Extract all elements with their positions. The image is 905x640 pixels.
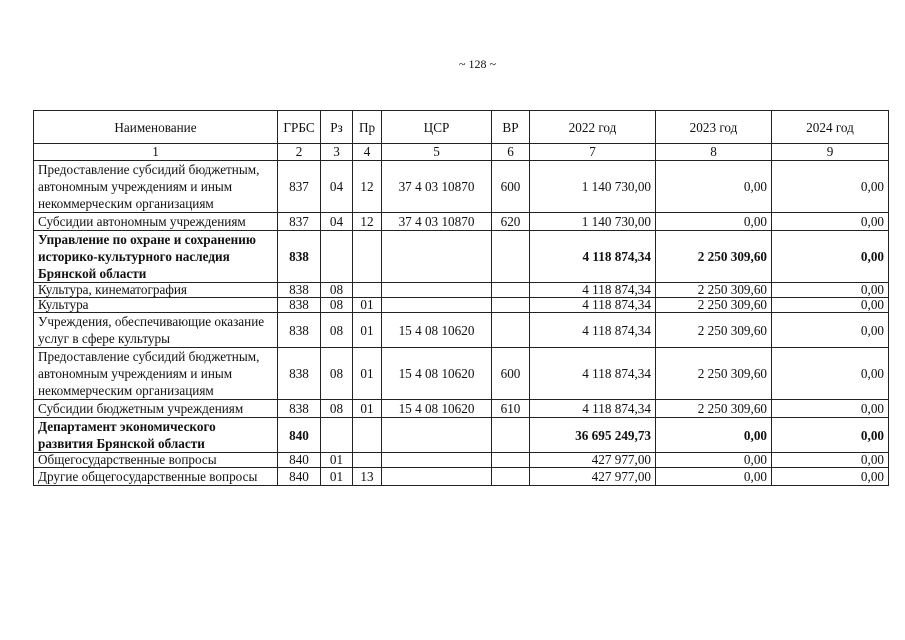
- row-name: Культура: [34, 298, 278, 313]
- row-pr: 13: [353, 468, 382, 486]
- row-2024: 0,00: [772, 348, 889, 400]
- row-rz: 08: [321, 400, 353, 418]
- row-rz: [321, 231, 353, 283]
- col-header-csr: ЦСР: [382, 111, 492, 144]
- row-csr: 15 4 08 10620: [382, 400, 492, 418]
- row-pr: 01: [353, 348, 382, 400]
- row-2022: 427 977,00: [530, 468, 656, 486]
- col-header-2022: 2022 год: [530, 111, 656, 144]
- row-2022: 1 140 730,00: [530, 213, 656, 231]
- row-pr: [353, 418, 382, 453]
- row-2023: 2 250 309,60: [656, 283, 772, 298]
- col-header-vr: ВР: [492, 111, 530, 144]
- row-2024: 0,00: [772, 283, 889, 298]
- row-rz: 08: [321, 313, 353, 348]
- col-header-2023: 2023 год: [656, 111, 772, 144]
- col-header-grbs: ГРБС: [278, 111, 321, 144]
- row-rz: 08: [321, 283, 353, 298]
- row-grbs: 838: [278, 348, 321, 400]
- row-2022: 427 977,00: [530, 453, 656, 468]
- budget-table: [33, 110, 889, 486]
- row-csr: [382, 283, 492, 298]
- col-number: 5: [382, 144, 492, 161]
- col-number: 2: [278, 144, 321, 161]
- row-2022: 4 118 874,34: [530, 313, 656, 348]
- table-header-row: [34, 111, 889, 144]
- row-2023: 2 250 309,60: [656, 400, 772, 418]
- row-csr: [382, 298, 492, 313]
- table-row: [34, 161, 889, 213]
- row-grbs: 840: [278, 418, 321, 453]
- row-2023: 0,00: [656, 453, 772, 468]
- row-rz: [321, 418, 353, 453]
- row-2024: 0,00: [772, 418, 889, 453]
- row-2022: 36 695 249,73: [530, 418, 656, 453]
- row-2023: 2 250 309,60: [656, 348, 772, 400]
- table-row: [34, 400, 889, 418]
- row-name: Управление по охране и сохранению историко-культурного наследия Брянской области: [34, 231, 278, 283]
- col-header-pr: Пр: [353, 111, 382, 144]
- row-vr: 610: [492, 400, 530, 418]
- row-vr: [492, 418, 530, 453]
- row-2023: 0,00: [656, 418, 772, 453]
- table-row: [34, 298, 889, 313]
- row-2022: 4 118 874,34: [530, 298, 656, 313]
- row-name: Другие общегосударственные вопросы: [34, 468, 278, 486]
- col-number: 6: [492, 144, 530, 161]
- row-pr: [353, 283, 382, 298]
- row-csr: [382, 468, 492, 486]
- row-vr: 600: [492, 161, 530, 213]
- table-row: [34, 213, 889, 231]
- row-grbs: 837: [278, 161, 321, 213]
- row-csr: 15 4 08 10620: [382, 348, 492, 400]
- row-pr: 01: [353, 400, 382, 418]
- row-grbs: 837: [278, 213, 321, 231]
- table-row: [34, 313, 889, 348]
- row-csr: 15 4 08 10620: [382, 313, 492, 348]
- row-grbs: 840: [278, 468, 321, 486]
- row-vr: [492, 231, 530, 283]
- row-2024: 0,00: [772, 213, 889, 231]
- row-csr: 37 4 03 10870: [382, 161, 492, 213]
- row-2022: 4 118 874,34: [530, 348, 656, 400]
- row-grbs: 838: [278, 400, 321, 418]
- col-header-2024: 2024 год: [772, 111, 889, 144]
- col-number: 3: [321, 144, 353, 161]
- col-number: 8: [656, 144, 772, 161]
- row-name: Общегосударственные вопросы: [34, 453, 278, 468]
- row-vr: [492, 283, 530, 298]
- row-csr: [382, 418, 492, 453]
- row-2024: 0,00: [772, 231, 889, 283]
- row-pr: [353, 453, 382, 468]
- row-csr: [382, 231, 492, 283]
- row-pr: 12: [353, 213, 382, 231]
- row-vr: [492, 313, 530, 348]
- row-2023: 2 250 309,60: [656, 313, 772, 348]
- row-vr: [492, 453, 530, 468]
- row-name: Субсидии бюджетным учреждениям: [34, 400, 278, 418]
- row-name: Субсидии автономным учреждениям: [34, 213, 278, 231]
- row-pr: 12: [353, 161, 382, 213]
- row-csr: [382, 453, 492, 468]
- page-number: ~ 128 ~: [459, 57, 496, 71]
- table-row: [34, 283, 889, 298]
- row-csr: 37 4 03 10870: [382, 213, 492, 231]
- row-2022: 1 140 730,00: [530, 161, 656, 213]
- row-name: Учреждения, обеспечивающие оказание услуг в сфере культуры: [34, 313, 278, 348]
- column-number-row: [34, 144, 889, 161]
- row-vr: 620: [492, 213, 530, 231]
- col-number: 9: [772, 144, 889, 161]
- row-rz: 08: [321, 298, 353, 313]
- row-pr: 01: [353, 313, 382, 348]
- row-2024: 0,00: [772, 313, 889, 348]
- row-2023: 0,00: [656, 161, 772, 213]
- row-grbs: 838: [278, 283, 321, 298]
- col-header-rz: Рз: [321, 111, 353, 144]
- row-name: Предоставление субсидий бюджетным, автономным учреждениям и иным некоммерческим организациям: [34, 348, 278, 400]
- row-rz: 08: [321, 348, 353, 400]
- row-2022: 4 118 874,34: [530, 231, 656, 283]
- row-name: Культура, кинематография: [34, 283, 278, 298]
- row-vr: [492, 468, 530, 486]
- row-name: Предоставление субсидий бюджетным, автономным учреждениям и иным некоммерческим организациям: [34, 161, 278, 213]
- row-2023: 2 250 309,60: [656, 298, 772, 313]
- col-header-name: Наименование: [34, 111, 278, 144]
- row-vr: [492, 298, 530, 313]
- row-pr: 01: [353, 298, 382, 313]
- row-grbs: 840: [278, 453, 321, 468]
- table-row: [34, 348, 889, 400]
- row-2023: 2 250 309,60: [656, 231, 772, 283]
- row-2024: 0,00: [772, 400, 889, 418]
- row-rz: 01: [321, 453, 353, 468]
- row-rz: 04: [321, 213, 353, 231]
- row-2023: 0,00: [656, 213, 772, 231]
- table-row: [34, 418, 889, 453]
- row-grbs: 838: [278, 231, 321, 283]
- row-grbs: 838: [278, 298, 321, 313]
- row-rz: 04: [321, 161, 353, 213]
- row-2022: 4 118 874,34: [530, 283, 656, 298]
- col-number: 4: [353, 144, 382, 161]
- row-2024: 0,00: [772, 161, 889, 213]
- row-rz: 01: [321, 468, 353, 486]
- row-pr: [353, 231, 382, 283]
- row-2024: 0,00: [772, 468, 889, 486]
- table-row: [34, 468, 889, 486]
- col-number: 7: [530, 144, 656, 161]
- row-vr: 600: [492, 348, 530, 400]
- row-2024: 0,00: [772, 453, 889, 468]
- col-number: 1: [34, 144, 278, 161]
- table-row: [34, 453, 889, 468]
- row-2023: 0,00: [656, 468, 772, 486]
- row-grbs: 838: [278, 313, 321, 348]
- row-2022: 4 118 874,34: [530, 400, 656, 418]
- row-name: Департамент экономического развития Брянской области: [34, 418, 278, 453]
- table-row: [34, 231, 889, 283]
- row-2024: 0,00: [772, 298, 889, 313]
